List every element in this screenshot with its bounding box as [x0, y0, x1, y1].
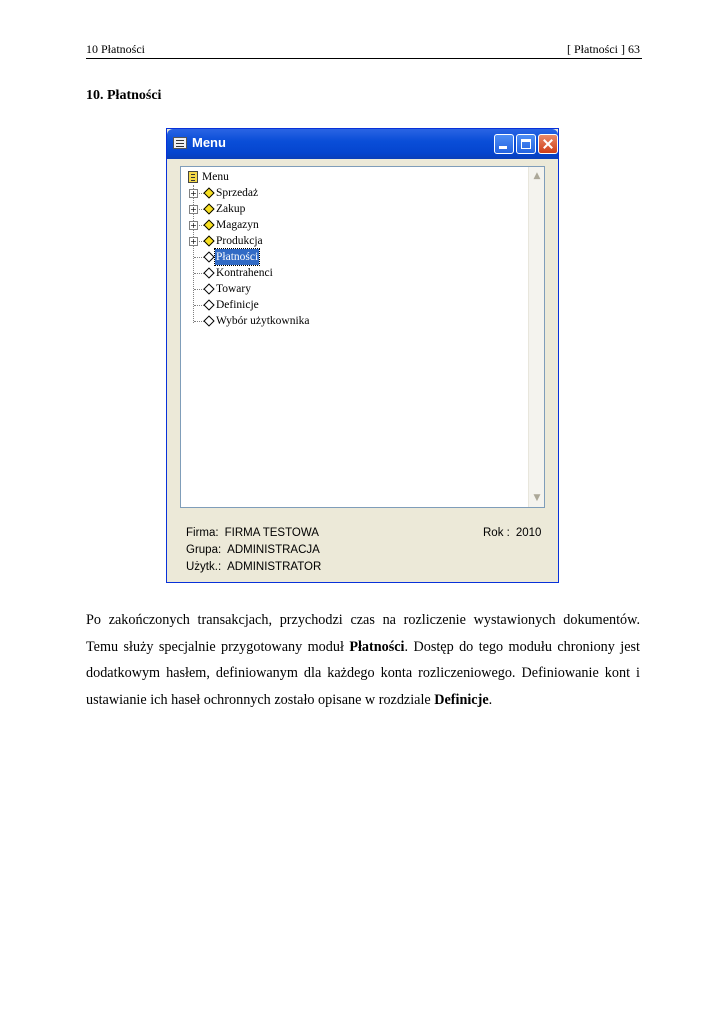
tree-item-label: Towary	[216, 283, 251, 295]
tree-item-label: Magazyn	[216, 219, 259, 231]
grupa-label: Grupa:	[186, 544, 222, 556]
paragraph-text-2: . Dostęp do tego modułu chroniony jest dodatkowym hasłem, definiowanym dla każdego konta rozliczeniowego. Definiowanie kont i ustawianie ich haseł ochronnych zostało opisane w rozdziale	[86, 638, 640, 708]
white-diamond-icon	[203, 267, 214, 278]
scroll-up-icon[interactable]: ▲	[533, 171, 541, 181]
white-diamond-icon	[203, 315, 214, 326]
tree-item-wybor-uzytkownika[interactable]	[186, 313, 486, 329]
tree-item-label-selected: Płatności	[216, 251, 259, 263]
body-paragraph	[86, 607, 640, 713]
tree-item-produkcja[interactable]	[186, 233, 486, 249]
header-page-number: [ Płatności ] 63	[567, 42, 640, 56]
section-title: 10. Płatności	[86, 88, 162, 103]
uzytk-value: ADMINISTRATOR	[227, 561, 322, 573]
tree-item-magazyn[interactable]	[186, 217, 486, 233]
white-diamond-icon	[203, 251, 214, 262]
tree-item-label: Kontrahenci	[216, 267, 273, 279]
close-button[interactable]	[538, 134, 558, 154]
tree-item-sprzedaz[interactable]	[186, 185, 486, 201]
tree-item-label: Zakup	[216, 203, 246, 215]
menu-tree	[186, 169, 526, 489]
maximize-button[interactable]	[516, 134, 536, 154]
status-firma	[186, 527, 319, 539]
white-diamond-icon	[203, 299, 214, 310]
status-grupa	[186, 544, 320, 556]
status-rok	[483, 527, 541, 539]
rok-value: 2010	[515, 527, 542, 539]
yellow-diamond-icon	[203, 187, 214, 198]
tree-item-label: Definicje	[216, 299, 259, 311]
tree-item-towary[interactable]	[186, 281, 486, 297]
yellow-diamond-icon	[203, 219, 214, 230]
menu-tree-panel	[180, 166, 545, 508]
app-menu-icon[interactable]	[173, 137, 187, 149]
vertical-scrollbar[interactable]	[528, 167, 544, 507]
tree-root-label: Menu	[202, 171, 229, 183]
tree-item-kontrahenci[interactable]	[186, 265, 486, 281]
paragraph-bold-definicje: Definicje	[434, 691, 489, 708]
tree-item-definicje[interactable]	[186, 297, 486, 313]
expand-plus-icon[interactable]: +	[190, 237, 197, 246]
window-titlebar[interactable]	[167, 129, 558, 159]
status-uzytkownik	[186, 561, 321, 573]
firma-value: FIRMA TESTOWA	[224, 527, 319, 539]
expand-plus-icon[interactable]: +	[190, 205, 197, 214]
tree-item-label: Sprzedaż	[216, 187, 259, 199]
book-icon	[188, 171, 198, 183]
uzytk-label: Użytk.:	[186, 561, 222, 573]
minimize-button[interactable]	[494, 134, 514, 154]
tree-item-label: Produkcja	[216, 235, 263, 247]
paragraph-text-1: Po zakończonych transakcjach, przychodzi czas na rozliczenie wystawionych dokumentów. Temu służy specjalnie przygotowany moduł	[86, 612, 640, 655]
rok-label: Rok :	[483, 527, 510, 539]
expand-plus-icon[interactable]: +	[190, 221, 197, 230]
tree-item-label: Wybór użytkownika	[216, 315, 310, 327]
status-panel	[180, 522, 545, 576]
scroll-down-icon[interactable]: ▼	[533, 493, 541, 503]
white-diamond-icon	[203, 283, 214, 294]
tree-item-platnosci[interactable]	[186, 249, 486, 265]
page-header	[86, 42, 642, 59]
grupa-value: ADMINISTRACJA	[227, 544, 320, 556]
menu-window	[166, 128, 559, 583]
firma-label: Firma:	[186, 527, 219, 539]
paragraph-bold-platnosci: Płatności	[349, 638, 405, 655]
window-title: Menu	[192, 135, 226, 150]
header-chapter: 10 Płatności	[86, 42, 145, 56]
tree-item-zakup[interactable]	[186, 201, 486, 217]
yellow-diamond-icon	[203, 235, 214, 246]
yellow-diamond-icon	[203, 203, 214, 214]
paragraph-text-3: .	[488, 691, 493, 708]
expand-plus-icon[interactable]: +	[190, 189, 197, 198]
